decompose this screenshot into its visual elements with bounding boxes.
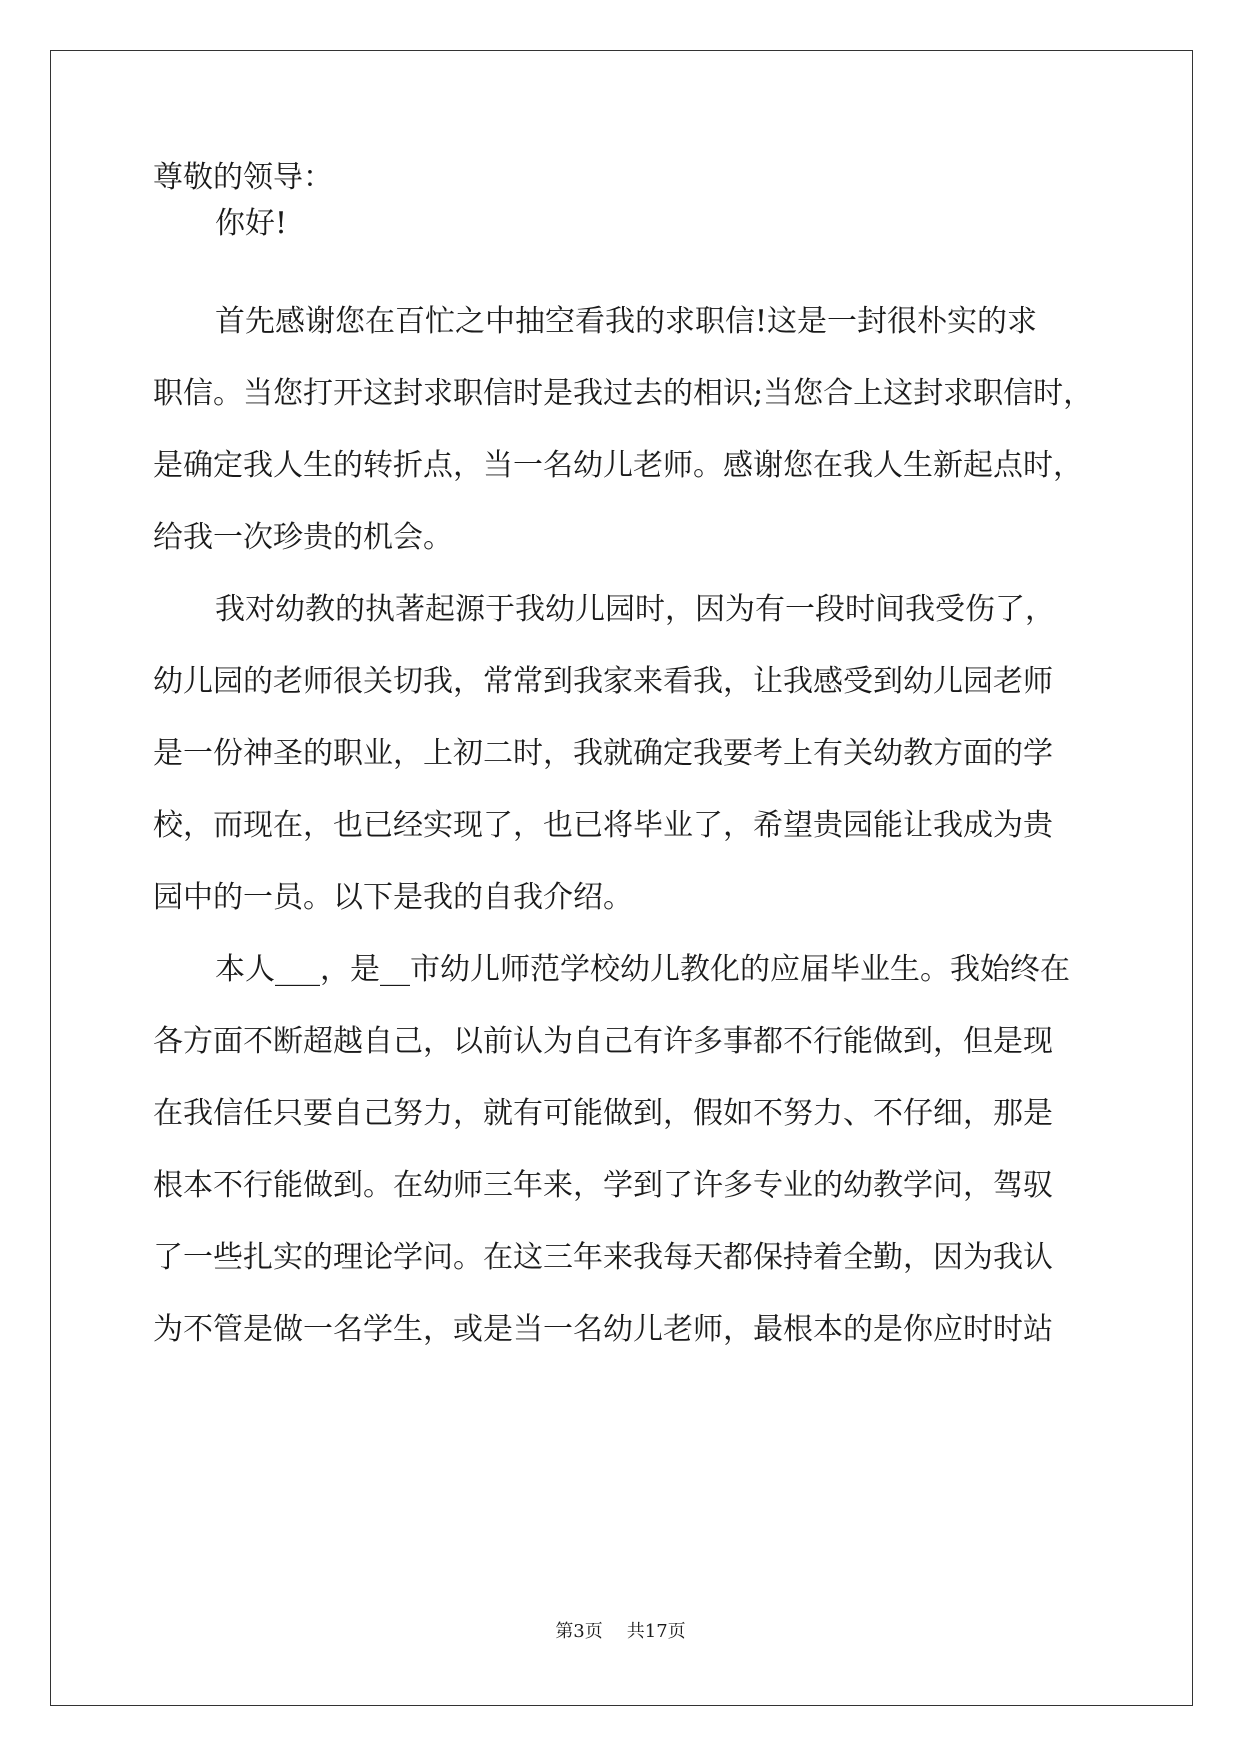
paragraph-line: 职信。当您打开这封求职信时是我过去的相识;当您合上这封求职信时，: [153, 376, 1094, 411]
page-number: 第3页: [555, 1621, 603, 1642]
paragraph-line: 是确定我人生的转折点，当一名幼儿老师。感谢您在我人生新起点时，: [153, 448, 1083, 483]
page-footer: [0, 1620, 1241, 1644]
paragraph-line: 幼儿园的老师很关切我，常常到我家来看我，让我感受到幼儿园老师: [153, 664, 1053, 699]
paragraph-line: 园中的一员。以下是我的自我介绍。: [153, 880, 633, 915]
greeting: 你好!: [215, 206, 288, 241]
paragraph-line: 校，而现在，也已经实现了，也已将毕业了，希望贵园能让我成为贵: [153, 808, 1053, 843]
salutation: 尊敬的领导：: [153, 160, 333, 195]
page-total: 共17页: [626, 1621, 686, 1642]
paragraph-line: 根本不行能做到。在幼师三年来，学到了许多专业的幼教学问，驾驭: [153, 1168, 1053, 1203]
paragraph-line: 给我一次珍贵的机会。: [153, 520, 453, 555]
paragraph-line: 我对幼教的执著起源于我幼儿园时，因为有一段时间我受伤了，: [215, 592, 1055, 627]
paragraph-line: 在我信任只要自己努力，就有可能做到，假如不努力、不仔细，那是: [153, 1096, 1053, 1131]
paragraph-line: 各方面不断超越自己，以前认为自己有许多事都不行能做到，但是现: [153, 1024, 1053, 1059]
paragraph-line: 是一份神圣的职业，上初二时，我就确定我要考上有关幼教方面的学: [153, 736, 1053, 771]
paragraph-line: 了一些扎实的理论学问。在这三年来我每天都保持着全勤，因为我认: [153, 1240, 1053, 1275]
paragraph-line: 首先感谢您在百忙之中抽空看我的求职信!这是一封很朴实的求: [215, 304, 1038, 339]
paragraph-line: 为不管是做一名学生，或是当一名幼儿老师，最根本的是你应时时站: [153, 1312, 1053, 1347]
paragraph-line: 本人___，是__市幼儿师范学校幼儿教化的应届毕业生。我始终在: [215, 952, 1070, 987]
